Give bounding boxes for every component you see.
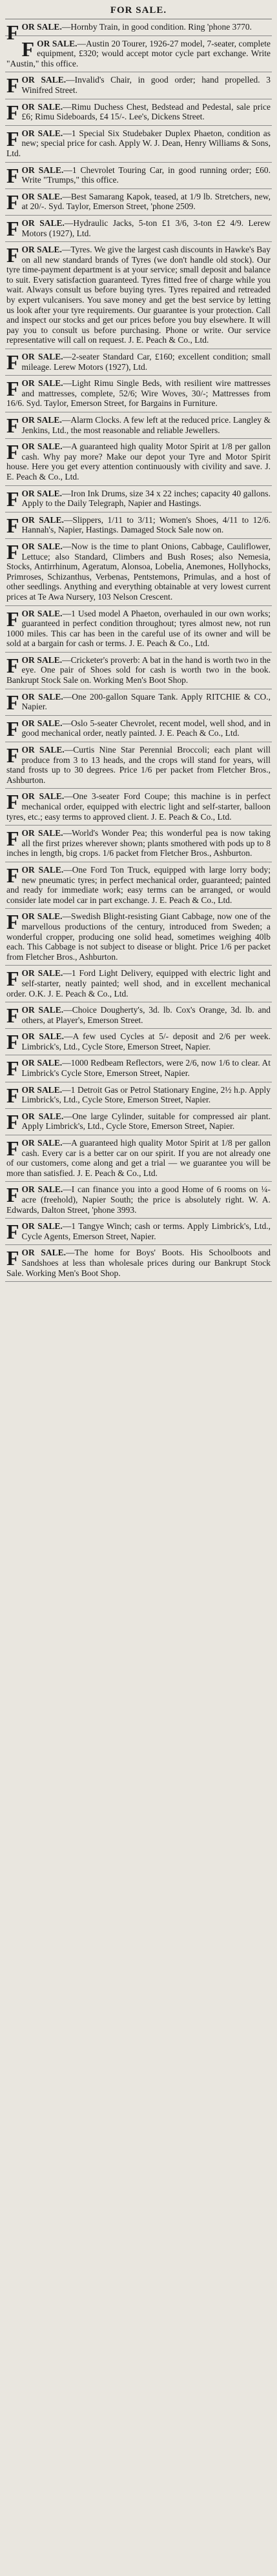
drop-cap: F: [6, 350, 19, 374]
classified-ad: [5, 1219, 272, 1245]
classified-ad: [5, 1002, 272, 1029]
drop-cap: F: [6, 440, 19, 464]
classified-ad: [5, 606, 272, 653]
ad-body: —One 3-seater Ford Coupe; this machine is in perfect mechanical order, equipped with electric light and self-starter, balloon tyres, etc.; easy terms to approved client. J. E. Peach & Co., Ltd.: [6, 791, 271, 822]
ad-body: —Hornby Train, in good condition. Ring 'phone 3770.: [61, 22, 252, 32]
ad-lead: OR SALE.: [21, 745, 65, 755]
ad-lead: OR SALE.: [21, 1084, 63, 1095]
ad-lead: OR SALE.: [21, 864, 64, 875]
ad-body: —Light Rimu Single Beds, with resilient wire mattresses and mattresses, complete, 52/6; Wire Woves, 30/-; Mattresses from 16/6. Syd. Taylor, Emerson Street, for Bargains in Furniture.: [6, 378, 271, 409]
classified-ad: [5, 512, 272, 539]
classified-ad: [5, 909, 272, 966]
classified-ad: [5, 99, 272, 126]
classified-ad: [5, 242, 272, 349]
ad-body: —1 Detroit Gas or Petrol Stationary Engine, 2½ h.p. Apply Limbrick's, Ltd., Cycle Store, Emerson Street, Napier.: [21, 1084, 271, 1105]
ad-lead: OR SALE.: [21, 1248, 66, 1258]
drop-cap: F: [6, 1057, 19, 1080]
ad-lead: OR SALE.: [21, 218, 65, 228]
classified-ad: [5, 439, 272, 485]
ad-lead: OR SALE.: [21, 1111, 64, 1121]
drop-cap: F: [6, 1246, 19, 1270]
classified-ad: [5, 216, 272, 242]
drop-cap: F: [6, 1030, 19, 1054]
drop-cap: F: [6, 967, 19, 991]
ad-lead: OR SALE.: [21, 541, 63, 551]
drop-cap: F: [6, 487, 19, 511]
ad-body: —1 Special Six Studebaker Duplex Phaeton, condition as new; special price for cash. Apply W. J. Dean, Henry Williams & Sons, Ltd.: [6, 128, 271, 158]
classified-ad: [5, 742, 272, 789]
classified-ad: [5, 126, 272, 163]
ad-lead: OR SALE.: [21, 378, 63, 389]
ad-body: —Choice Dougherty's, 3d. lb. Cox's Orange, 3d. lb. and others, at Player's, Emerson Street.: [21, 1005, 271, 1025]
ad-body: —A guaranteed high quality Motor Spirit at 1/8 per gallon cash. Every car is a better car on our spirit. If you are not already one of our customers, come along and get a trial — we guarantee you will be more than satisfied. J. E. Peach & Co., Ltd.: [6, 1138, 271, 1178]
ad-lead: OR SALE.: [21, 441, 63, 452]
classified-ad: [5, 826, 272, 862]
drop-cap: F: [6, 100, 19, 124]
ad-lead: OR SALE.: [21, 654, 63, 665]
classified-ad: [5, 486, 272, 512]
drop-cap: F: [6, 607, 19, 631]
drop-cap: F: [6, 74, 19, 97]
ad-lead: OR SALE.: [21, 352, 63, 362]
ad-body: —1 Tangye Winch; cash or terms. Apply Limbrick's, Ltd., Cycle Agents, Emerson Street, Napier.: [21, 1221, 271, 1241]
ad-lead: OR SALE.: [21, 828, 63, 838]
ad-body: —2-seater Standard Car, £160; excellent condition; small mileage. Lerew Motors (1927), Ltd.: [21, 352, 271, 372]
ad-lead: OR SALE.: [37, 38, 77, 48]
ad-body: —Rimu Duchess Chest, Bedstead and Pedestal, sale price £6; Rimu Sideboards, £4 15/-. Lee's, Dickens Street.: [21, 101, 271, 122]
classified-ad: [5, 862, 272, 909]
ad-body: —1 Chevrolet Touring Car, in good running order; £60. Write "Trumps," this office.: [21, 165, 271, 185]
classified-ad: [5, 1029, 272, 1055]
drop-cap: F: [6, 716, 19, 740]
ad-lead: OR SALE.: [21, 75, 67, 85]
drop-cap: F: [6, 190, 19, 214]
ad-lead: OR SALE.: [21, 128, 63, 138]
ad-body: —The home for Boys' Boots. His Schoolboots and Sandshoes at less than wholesale prices during our Bankrupt Stock Sale. Working Men's Boot Shop.: [6, 1248, 271, 1278]
drop-cap: F: [6, 744, 19, 767]
section-header: FOR SALE.: [5, 4, 272, 19]
ad-body: —One Ford Ton Truck, equipped with large lorry body; new pneumatic tyres; in perfect mechanical order, guaranteed; painted and ready for immediate work; easy terms can be arranged, or would consider late model car in part exchange. J. E. Peach & Co., Ltd.: [6, 864, 271, 905]
ad-body: —Curtis Nine Star Perennial Broccoli; each plant will produce from 3 to 13 heads, and the crops will stand for years, will stand frosts up to 30 degrees. Price 1/6 per packet from Fletcher Bros., Ashburton.: [6, 745, 271, 785]
ad-body: —One large Cylinder, suitable for compressed air plant. Apply Limbrick's, Ltd., Cycle Store, Emerson Street, Napier.: [21, 1111, 271, 1131]
ad-body: —One 200-gallon Square Tank. Apply RITCHIE & CO., Napier.: [21, 691, 271, 712]
ad-lead: OR SALE.: [21, 415, 62, 425]
drop-cap: F: [6, 414, 19, 437]
drop-cap: F: [6, 1137, 19, 1161]
classified-ad: [5, 1182, 272, 1219]
ad-body: —Swedish Blight-resisting Giant Cabbage, now one of the marvellous productions of the century, introduced from Sweden; a wonderful cropper, producing one solid head, sometimes weighing 40lb each. This Cabbage is not subject to disease or blight. Price 1/6 per packet from Fletcher Bros., Ashburton.: [6, 911, 271, 962]
ad-body: —1 Used model A Phaeton, overhauled in our own works; guaranteed in perfect condition throughout; tyres almost new, not run 1000 miles. This car has been in the careful use of its owner and will be sold at a bargain for cash or terms. J. E. Peach & Co., Ltd.: [6, 608, 271, 649]
ad-lead: OR SALE.: [21, 101, 63, 112]
ad-body: —Tyres. We give the largest cash discounts in Hawke's Bay on all new standard brands of Tyres (we don't handle old stock). Our tyre time-payment department is at your service; small deposit and balance to suit. Every satisfaction guaranteed. Tyres fitted free of charge while you wait. Always consult us before buying tyres. Tyres repaired and retreaded by expert vulcanisers. You save money and get the best service by letting us look after your tyre requirements. Our guarantee is your protection. Call and inspect our stocks and get our prices before you buy elsewhere. It will pay you to consult us before purchasing. Phone or write. Our service representative will call on request. J. E. Peach & Co., Ltd.: [6, 245, 271, 345]
drop-cap: F: [6, 1183, 19, 1207]
classified-ad: [5, 1135, 272, 1182]
drop-cap: F: [6, 540, 19, 563]
classified-ad: [5, 163, 272, 189]
drop-cap: F: [6, 790, 19, 814]
ad-body: —Invalid's Chair, in good order; hand propelled. 3 Winifred Street.: [21, 75, 271, 95]
drop-cap: F: [6, 1110, 19, 1133]
classified-ad: [5, 36, 272, 73]
ad-body: —Austin 20 Tourer, 1926-27 model, 7-seater, complete equipment, £320; would accept motor cycle part exchange. Write "Austin," this office.: [6, 38, 271, 68]
drop-cap: F: [6, 513, 19, 537]
classified-ad: [5, 376, 272, 412]
drop-cap: F: [6, 163, 19, 187]
ad-lead: OR SALE.: [21, 191, 63, 201]
ad-body: —World's Wonder Pea; this wonderful pea is now taking all the first prizes wherever shown; plants smothered with pods up to 8 inches in length, big crops. 1/6 packet from Fletcher Bros., Ashburton.: [6, 828, 271, 858]
classified-ad: [5, 1055, 272, 1082]
classified-ad: [5, 1082, 272, 1109]
classified-ad: [5, 716, 272, 742]
drop-cap: F: [6, 910, 19, 934]
ad-lead: OR SALE.: [21, 1138, 63, 1148]
drop-cap: F: [6, 1004, 19, 1028]
ad-lead: OR SALE.: [21, 488, 62, 498]
drop-cap: F: [6, 690, 19, 714]
ad-lead: OR SALE.: [21, 514, 64, 525]
drop-cap: F: [21, 37, 35, 61]
ad-body: —Hydraulic Jacks, 5-ton £1 3/6, 3-ton £2 4/9. Lerew Motors (1927), Ltd.: [21, 218, 271, 238]
ad-body: —A few used Cycles at 5/- deposit and 2/6 per week. Limbrick's, Ltd., Cycle Store, Emerson Street, Napier.: [21, 1031, 271, 1051]
drop-cap: F: [6, 827, 19, 851]
ad-body: —Slippers, 1/11 to 3/11; Women's Shoes, 4/11 to 12/6. Hannah's, Napier, Hastings. Damaged Stock Sale now on.: [21, 514, 271, 535]
ad-body: —1000 Redbeam Reflectors, were 2/6, now 1/6 to clear. At Limbrick's Cycle Store, Emerson Street, Napier.: [21, 1058, 271, 1079]
ad-lead: OR SALE.: [21, 1031, 65, 1042]
drop-cap: F: [6, 1083, 19, 1107]
classified-ad: [5, 689, 272, 716]
ad-lead: OR SALE.: [21, 245, 62, 255]
ad-body: —Alarm Clocks. A few left at the reduced price. Langley & Jenkins, Ltd., the most reasonable and reliable Jewellers.: [21, 415, 271, 435]
ad-lead: OR SALE.: [21, 718, 63, 728]
ad-body: —Best Samarang Kapok, teased, at 1/9 lb. Stretchers, new, at 20/-. Syd. Taylor, Emerson Street, 'phone 2509.: [21, 191, 271, 212]
ad-lead: OR SALE.: [21, 1184, 63, 1195]
classified-ad: [5, 1245, 272, 1282]
classified-ad: [5, 189, 272, 216]
ad-body: —Cricketer's proverb: A bat in the hand is worth two in the eye. One pair of Shoes sold for cash is worth two in the book. Bankrupt Stock Sale on. Working Men's Boot Shop.: [6, 654, 271, 685]
drop-cap: F: [6, 653, 19, 677]
drop-cap: F: [6, 243, 19, 267]
ad-lead: OR SALE.: [21, 791, 65, 802]
classified-ad: [5, 19, 272, 44]
classified-ad: [5, 789, 272, 826]
ad-lead: OR SALE.: [21, 968, 63, 979]
classified-ad: [5, 412, 272, 439]
ad-lead: OR SALE.: [21, 691, 63, 702]
ad-lead: OR SALE.: [21, 1005, 64, 1015]
ad-lead: OR SALE.: [21, 22, 62, 32]
drop-cap: F: [6, 21, 19, 44]
drop-cap: F: [6, 1220, 19, 1244]
classified-ad: [5, 653, 272, 689]
ad-body: —Iron Ink Drums, size 34 x 22 inches; capacity 40 gallons. Apply to the Daily Telegraph, Napier and Hastings.: [21, 488, 271, 509]
classified-ad: [5, 349, 272, 376]
ad-body: —Now is the time to plant Onions, Cabbage, Cauliflower, Lettuce; also Standard, Climbers and Bush Roses; also Nemesia, Stocks, Antirrhinum, Ageratum, Alonsoa, Lobelia, Anemones, Hollyhocks, Primroses, Schizanthus, Verbenas, Pentstemons, Primulas, and a host of other seedlings. Anything and everything obtainable at very lowest current prices at Te Awa Nursery, 103 Nelson Crescent.: [6, 541, 271, 602]
ad-body: —1 Ford Light Delivery, equipped with electric light and self-starter, neatly painted; well shod, and in excellent mechanical order. O.K. J. E. Peach & Co., Ltd.: [6, 968, 271, 999]
drop-cap: F: [6, 377, 19, 401]
classified-ad: [5, 539, 272, 606]
classified-ad: [5, 966, 272, 1002]
ad-body: —Oslo 5-seater Chevrolet, recent model, well shod, and in good mechanical order, neatly painted. J. E. Peach & Co., Ltd.: [21, 718, 271, 738]
drop-cap: F: [6, 127, 19, 150]
ad-body: —A guaranteed high quality Motor Spirit at 1/8 per gallon cash. Why pay more? Make our depot your Tyre and Motor Spirit house. Here you get every attention continuously with civility and save. J. E. Peach & Co., Ltd.: [6, 441, 271, 482]
ad-body: —I can finance you into a good Home of 6 rooms on ¼-acre (freehold), Napier South; the price is absolutely right. W. A. Edwards, Dalton Street, 'phone 3993.: [6, 1184, 271, 1215]
ad-lead: OR SALE.: [21, 1058, 63, 1068]
ad-lead: OR SALE.: [21, 165, 64, 175]
classified-ad: [5, 72, 272, 99]
drop-cap: F: [6, 216, 19, 240]
ad-lead: OR SALE.: [21, 608, 63, 618]
drop-cap: F: [6, 863, 19, 887]
ad-lead: OR SALE.: [21, 911, 63, 922]
classified-ad: [5, 1109, 272, 1135]
ad-list: [5, 19, 272, 1282]
ad-lead: OR SALE.: [21, 1221, 63, 1232]
